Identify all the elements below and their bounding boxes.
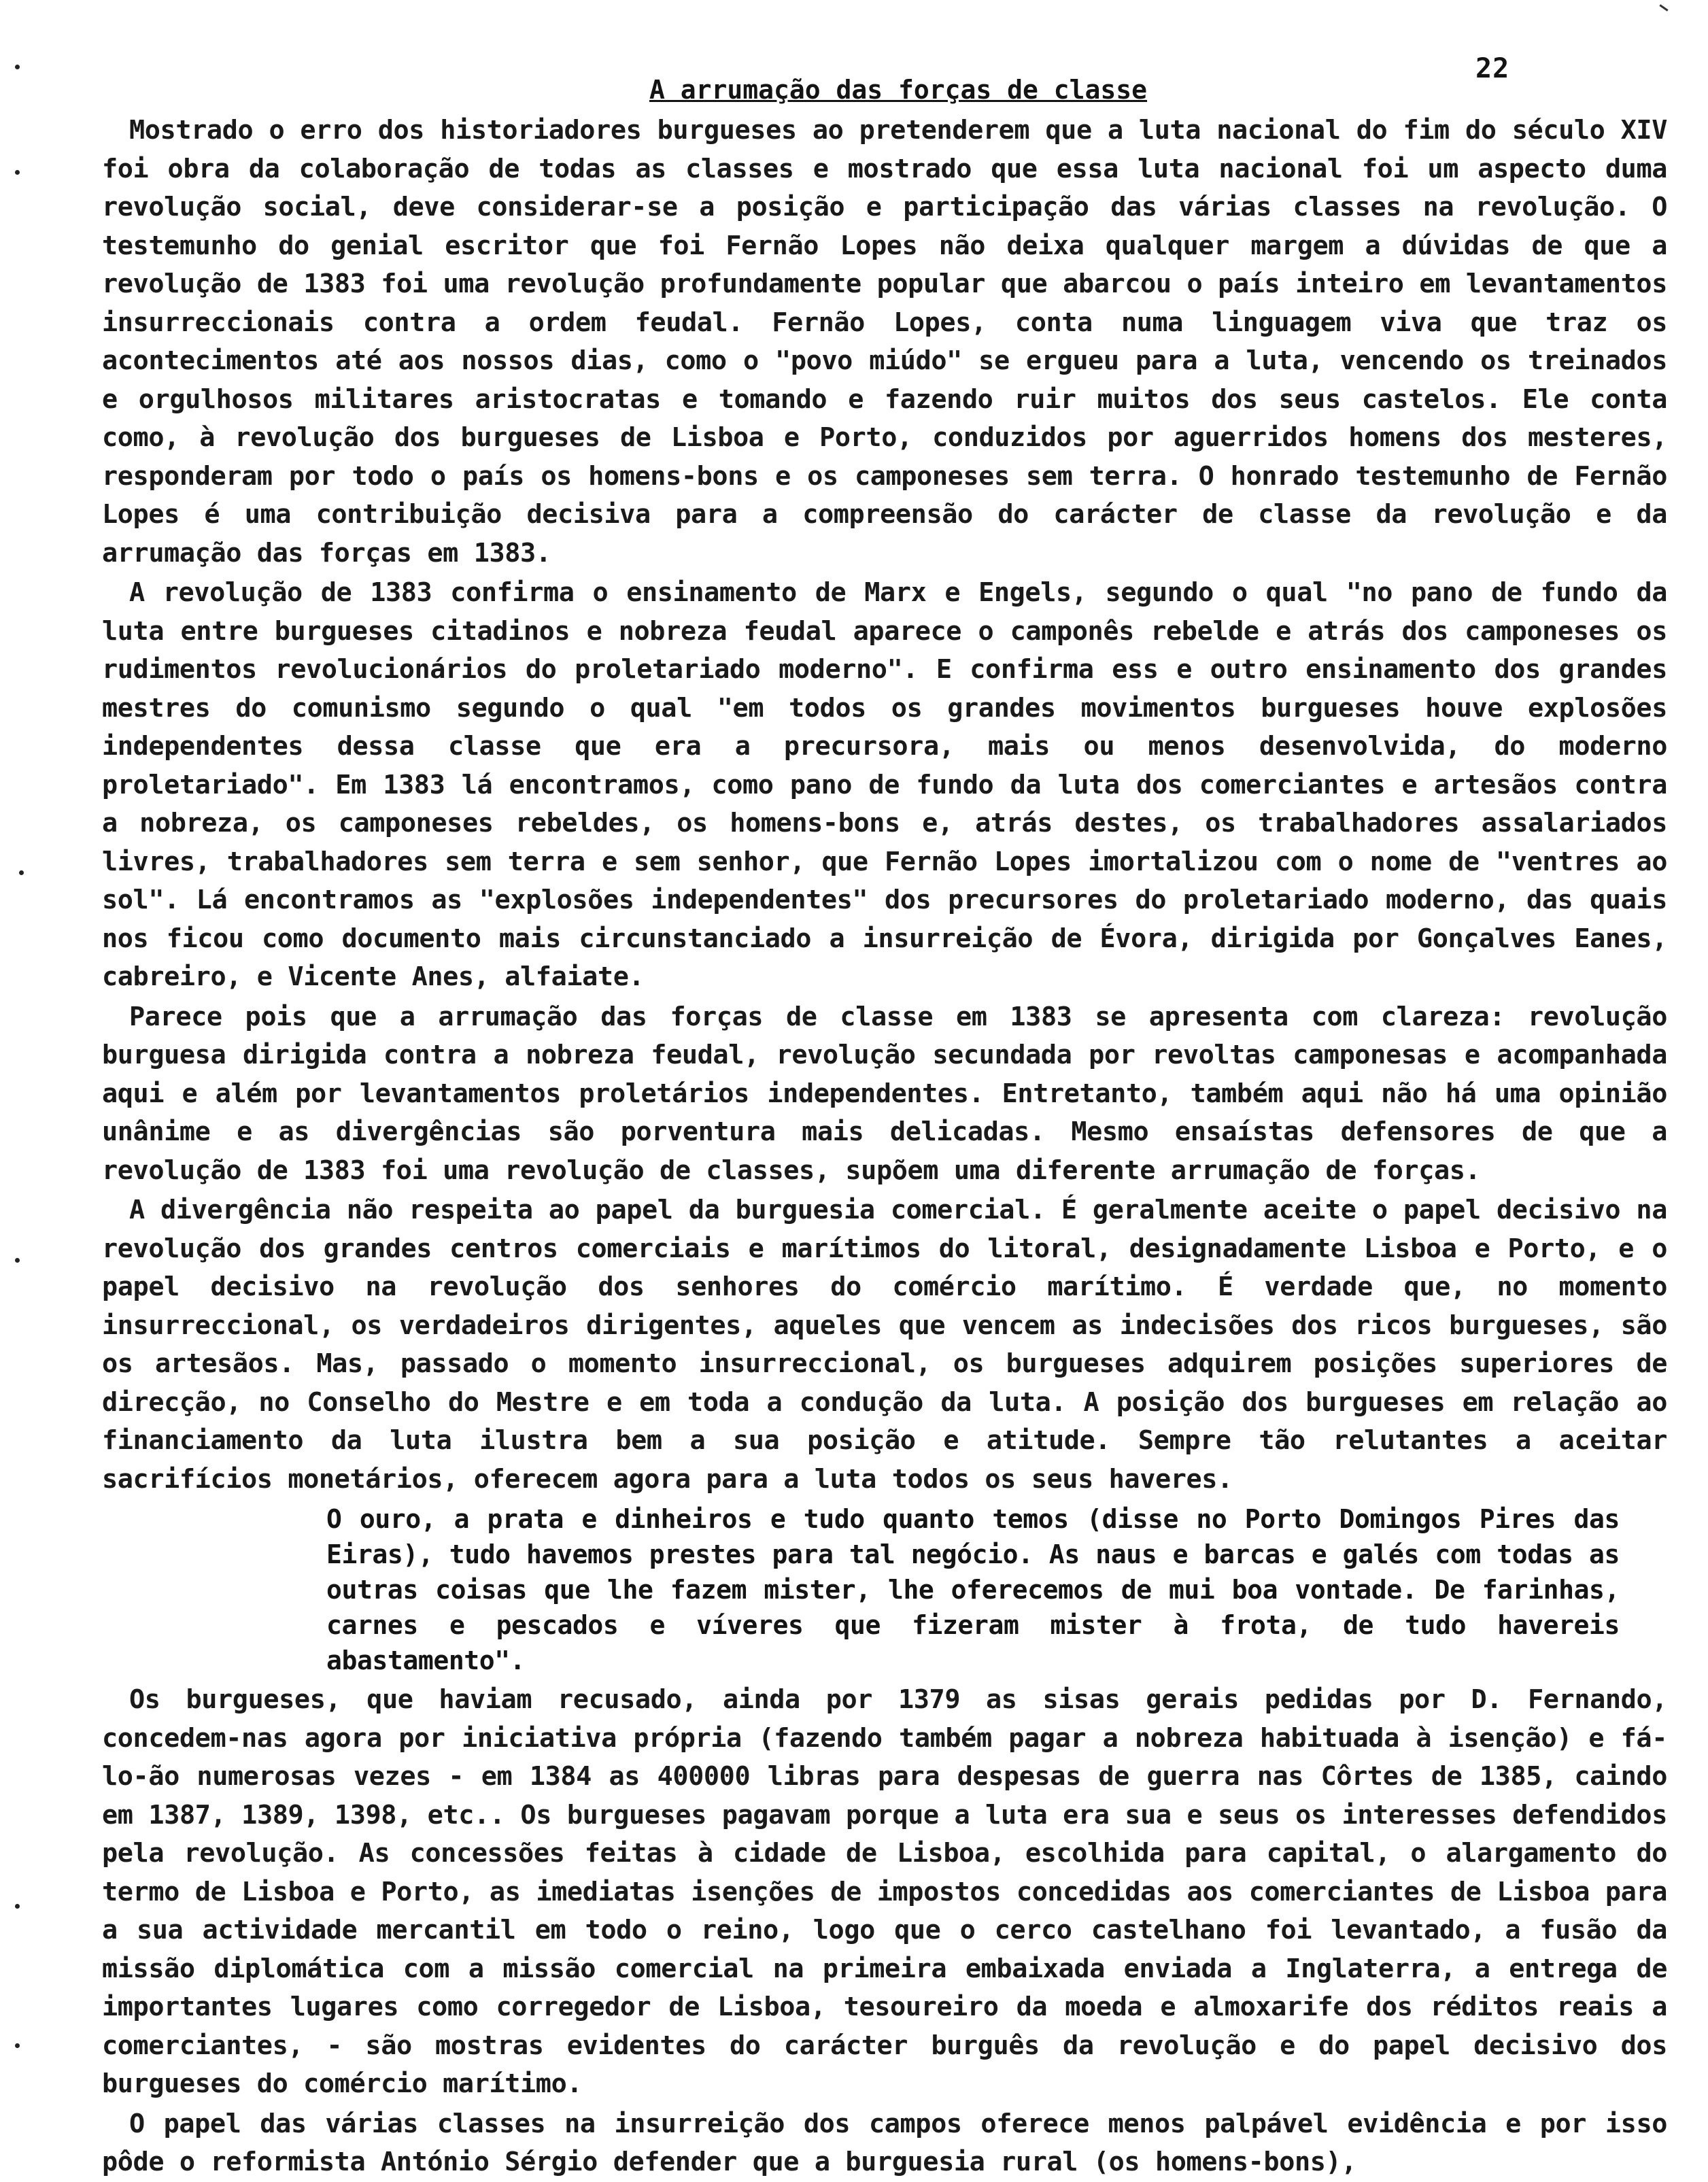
margin-dot: [15, 2043, 20, 2048]
margin-dot: [15, 1258, 20, 1263]
paragraph: Mostrado o erro dos historiadores burgueses ao pretenderem que a luta nacional do fim do século XIV foi obra da colaboração de todas as classes e mostrado que essa luta nacional foi um aspecto duma revolução social, deve considerar-se a posição e participação das várias classes na revolução. O testemunho do genial escritor que foi Fernão Lopes não deixa qualquer margem a dúvidas de que a revolução de 1383 foi uma revolução profundamente popular que abarcou o país inteiro em levantamentos insurreccionais contra a ordem feudal. Fernão Lopes, conta numa linguagem viva que traz os acontecimentos até aos nossos dias, como o "povo miúdo" se ergueu para a luta, vencendo os treinados e orgulhosos militares aristocratas e tomando e fazendo ruir muitos dos seus castelos. Ele conta como, à revolução dos burgueses de Lisboa e Porto, conduzidos por aguerridos homens dos mesteres, responderam por todo o país os homens-bons e os camponeses sem terra. O honrado testemunho de Fernão Lopes é uma contribuição decisiva para a compreensão do carácter de classe da revolução e da arrumação das forças em 1383.: [102, 115, 1667, 568]
margin-dot: [15, 170, 20, 175]
paragraph: Os burgueses, que haviam recusado, ainda por 1379 as sisas gerais pedidas por D. Fernando, concedem-nas agora por iniciativa própria (fazendo também pagar a nobreza habituada à isenção) e fá-lo-ão numerosas vezes - em 1384 as 400000 libras para despesas de guerra nas Côrtes de 1385, caindo em 1387, 1389, 1398, etc.. Os burgueses pagavam porque a luta era sua e seus os interesses defendidos pela revolução. As concessões feitas à cidade de Lisboa, escolhida para capital, o alargamento do termo de Lisboa e Porto, as imediatas isenções de impostos concedidas aos comerciantes de Lisboa para a sua actividade mercantil em todo o reino, logo que o cerco castelhano foi levantado, a fusão da missão diplomática com a missão comercial na primeira embaixada enviada a Inglaterra, a entrega de importantes lugares como corregedor de Lisboa, tesoureiro da moeda e almoxarife dos réditos reais a comerciantes, - são mostras evidentes do carácter burguês da revolução e do papel decisivo dos burgueses do comércio marítimo.: [102, 1684, 1667, 2099]
section-heading: A arrumação das forças de classe: [649, 75, 1148, 105]
paragraph: O papel das várias classes na insurreição dos campos oferece menos palpável evidência e por isso pôde o reformista António Sérgio defender que a burguesia rural (os homens-bons),: [102, 2108, 1667, 2177]
scan-mark: [1659, 4, 1668, 11]
margin-dot: [19, 870, 24, 875]
margin-dot: [15, 65, 20, 69]
block-quote: O ouro, a prata e dinheiros e tudo quanto temos (disse no Porto Domingos Pires das Eiras), tudo havemos prestes para tal negócio. As naus e barcas e galés com todas as outras coisas que lhe fazem mister, lhe oferecemos de mui boa vontade. De farinhas, carnes e pescados e víveres que fizeram mister à frota, de tudo havereis abastamento".: [326, 1504, 1620, 1675]
margin-dot: [15, 1904, 20, 1909]
paragraph: Parece pois que a arrumação das forças de classe em 1383 se apresenta com clareza: revolução burguesa dirigida contra a nobreza feudal, revolução secundada por revoltas camponesas e acompanhada aqui e além por levantamentos proletários independentes. Entretanto, também aqui não há uma opinião unânime e as divergências são porventura mais delicadas. Mesmo ensaístas defensores de que a revolução de 1383 foi uma revolução de classes, supõem uma diferente arrumação de forças.: [102, 1001, 1667, 1186]
page-number: 22: [1475, 53, 1510, 84]
paragraph: A divergência não respeita ao papel da burguesia comercial. É geralmente aceite o papel decisivo na revolução dos grandes centros comerciais e marítimos do litoral, designadamente Lisboa e Porto, e o papel decisivo na revolução dos senhores do comércio marítimo. É verdade que, no momento insurreccional, os verdadeiros dirigentes, aqueles que vencem as indecisões dos ricos burgueses, são os artesãos. Mas, passado o momento insurreccional, os burgueses adquirem posições superiores de direcção, no Conselho do Mestre e em toda a condução da luta. A posição dos burgueses em relação ao financiamento da luta ilustra bem a sua posição e atitude. Sempre tão relutantes a aceitar sacrifícios monetários, oferecem agora para a luta todos os seus haveres.: [102, 1195, 1667, 1495]
paragraph: A revolução de 1383 confirma o ensinamento de Marx e Engels, segundo o qual "no pano de fundo da luta entre burgueses citadinos e nobreza feudal aparece o camponês rebelde e atrás dos camponeses os rudimentos revolucionários do proletariado moderno". E confirma ess e outro ensinamento dos grandes mestres do comunismo segundo o qual "em todos os grandes movimentos burgueses houve explosões independentes dessa classe que era a precursora, mais ou menos desenvolvida, do moderno proletariado". Em 1383 lá encontramos, como pano de fundo da luta dos comerciantes e artesãos contra a nobreza, os camponeses rebeldes, os homens-bons e, atrás destes, os trabalhadores assalariados livres, trabalhadores sem terra e sem senhor, que Fernão Lopes imortalizou com o nome de "ventres ao sol". Lá encontramos as "explosões independentes" dos precursores do proletariado moderno, das quais nos ficou como documento mais circunstanciado a insurreição de Évora, dirigida por Gonçalves Eanes, cabreiro, e Vicente Anes, alfaiate.: [102, 577, 1667, 992]
